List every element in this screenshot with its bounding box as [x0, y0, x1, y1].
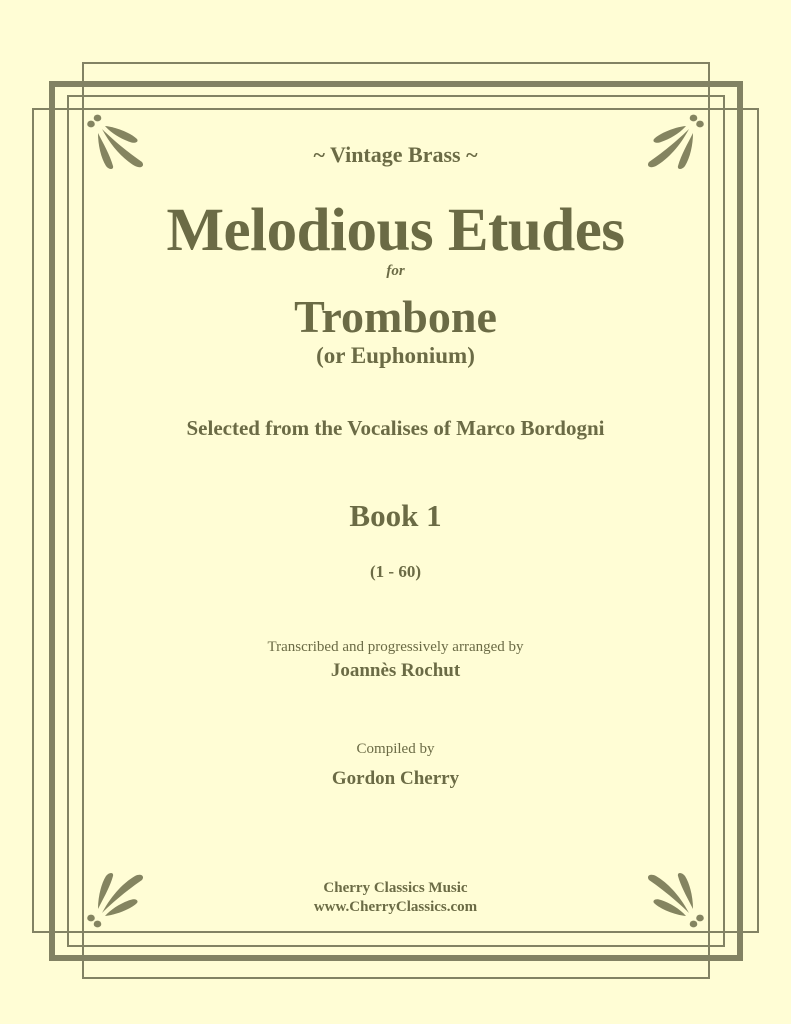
compiler-name: Gordon Cherry — [331, 768, 460, 789]
instrument-alternate: (or Euphonium) — [316, 343, 475, 368]
etude-range: (1 - 60) — [370, 562, 421, 581]
publisher-website: www.CherryClassics.com — [313, 899, 478, 915]
for-label: for — [386, 263, 405, 279]
series-title: ~ Vintage Brass ~ — [313, 142, 478, 167]
publisher-name: Cherry Classics Music — [323, 880, 468, 896]
arranger-name: Joannès Rochut — [330, 660, 461, 681]
source-subtitle: Selected from the Vocalises of Marco Bordogni — [186, 416, 605, 440]
compiler-label: Compiled by — [356, 741, 435, 757]
book-number: Book 1 — [349, 498, 442, 533]
arranger-label: Transcribed and progressively arranged by — [267, 639, 524, 655]
main-title: Melodious Etudes — [166, 197, 625, 264]
instrument-title: Trombone — [294, 291, 497, 342]
